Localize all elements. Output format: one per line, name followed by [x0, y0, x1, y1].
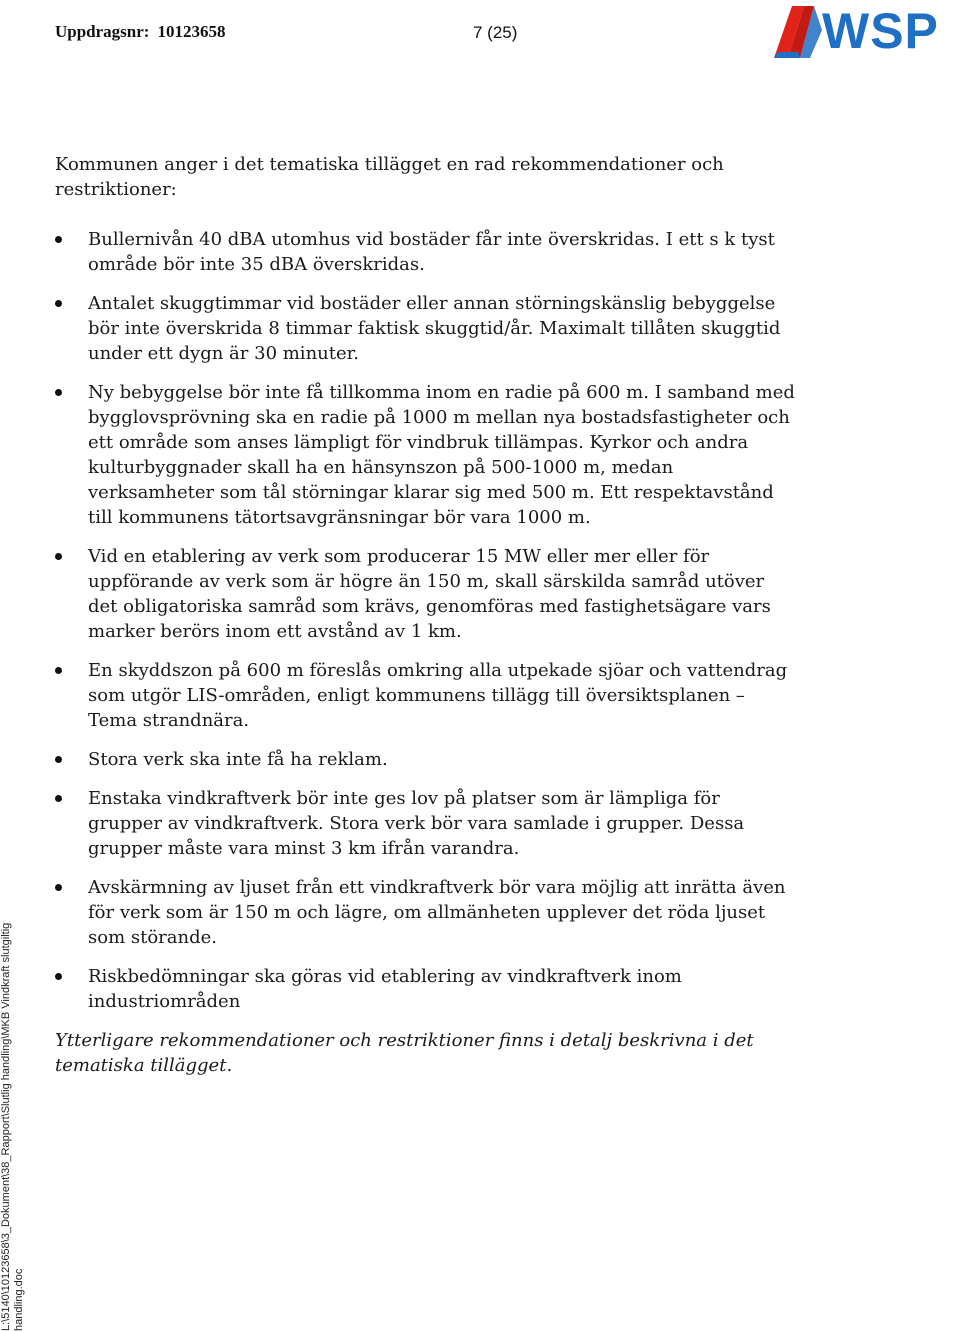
intro-paragraph: Kommunen anger i det tematiska tillägget en rad rekommendationer och restriktioner:: [55, 154, 724, 200]
bullet-icon: [55, 795, 62, 802]
document-body: [55, 152, 795, 1078]
svg-text:WSP: WSP: [822, 3, 939, 59]
page-indicator: 7 (25): [473, 23, 518, 42]
list-item: [55, 786, 795, 861]
list-item: [55, 227, 795, 277]
bullet-icon: [55, 389, 62, 396]
list-item: [55, 658, 795, 733]
list-item-text: Stora verk ska inte få ha reklam.: [88, 749, 388, 770]
list-item: [55, 964, 795, 1014]
list-item: [55, 875, 795, 950]
list-item-text: En skyddszon på 600 m föreslås omkring alla utpekade sjöar och vattendrag som utgör LIS-områden, enligt kommunens tillägg till översiktsplanen – Tema strandnära.: [88, 660, 788, 731]
list-item-text: Riskbedömningar ska göras vid etablering av vindkraftverk inom industriområden: [88, 966, 682, 1012]
list-item: [55, 747, 795, 772]
wsp-logo-icon: [770, 0, 960, 62]
assignment-number-header: [55, 22, 225, 42]
list-item-text: Ny bebyggelse bör inte få tillkomma inom en radie på 600 m. I samband med bygglovsprövning ska en radie på 1000 m mellan nya bostadsfastigheter och ett område som anses lämpligt för vindbruk tillämpas. Kyrkor och andra kulturbyggnader skall ha en hänsynszon på 500-1000 m, medan verksamheter som tål störningar klarar sig med 500 m. Ett respektavstånd till kommunens tätortsavgränsningar bör vara 1000 m.: [88, 382, 795, 528]
bullet-icon: [55, 236, 62, 243]
file-path-footer: [0, 911, 26, 1331]
bullet-icon: [55, 300, 62, 307]
assignment-number: 10123658: [157, 22, 226, 41]
list-item-text: Avskärmning av ljuset från ett vindkraftverk bör vara möjlig att inrätta även för verk som är 150 m och lägre, om allmänheten upplever det röda ljuset som störande.: [88, 877, 786, 948]
bullet-icon: [55, 756, 62, 763]
assignment-label: Uppdragsnr:: [55, 22, 150, 41]
list-item-text: Enstaka vindkraftverk bör inte ges lov på platser som är lämpliga för grupper av vindkraftverk. Stora verk bör vara samlade i grupper. Dessa grupper måste vara minst 3 km ifrån varandra.: [88, 788, 745, 859]
wsp-logo: [770, 0, 960, 62]
list-item-text: Vid en etablering av verk som producerar 15 MW eller mer eller för uppförande av verk som är högre än 150 m, skall särskilda samråd utöver det obligatoriska samråd som krävs, genomföras med fastighetsägare vars marker berörs inom ett avstånd av 1 km.: [88, 546, 771, 642]
bullet-icon: [55, 667, 62, 674]
list-item: [55, 544, 795, 644]
list-item: [55, 291, 795, 366]
file-path-line: L:\5140\10123658\3_Dokument\38_Rapport\Slutlig handling\MKB Vindkraft slutgiltig: [0, 922, 12, 1331]
file-path-line: handling.doc: [13, 1268, 25, 1331]
list-item: [55, 380, 795, 530]
closing-note: Ytterligare rekommendationer och restriktioner finns i detalj beskrivna i det tematiska tillägget.: [55, 1030, 754, 1076]
list-item-text: Antalet skuggtimmar vid bostäder eller annan störningskänslig bebyggelse bör inte överskrida 8 timmar faktisk skuggtid/år. Maximalt tillåten skuggtid under ett dygn är 30 minuter.: [88, 293, 781, 364]
bullet-icon: [55, 884, 62, 891]
bullet-icon: [55, 553, 62, 560]
bullet-icon: [55, 973, 62, 980]
recommendation-list: [55, 227, 795, 1014]
list-item-text: Bullernivån 40 dBA utomhus vid bostäder får inte överskridas. I ett s k tyst område bör inte 35 dBA överskridas.: [88, 229, 775, 275]
